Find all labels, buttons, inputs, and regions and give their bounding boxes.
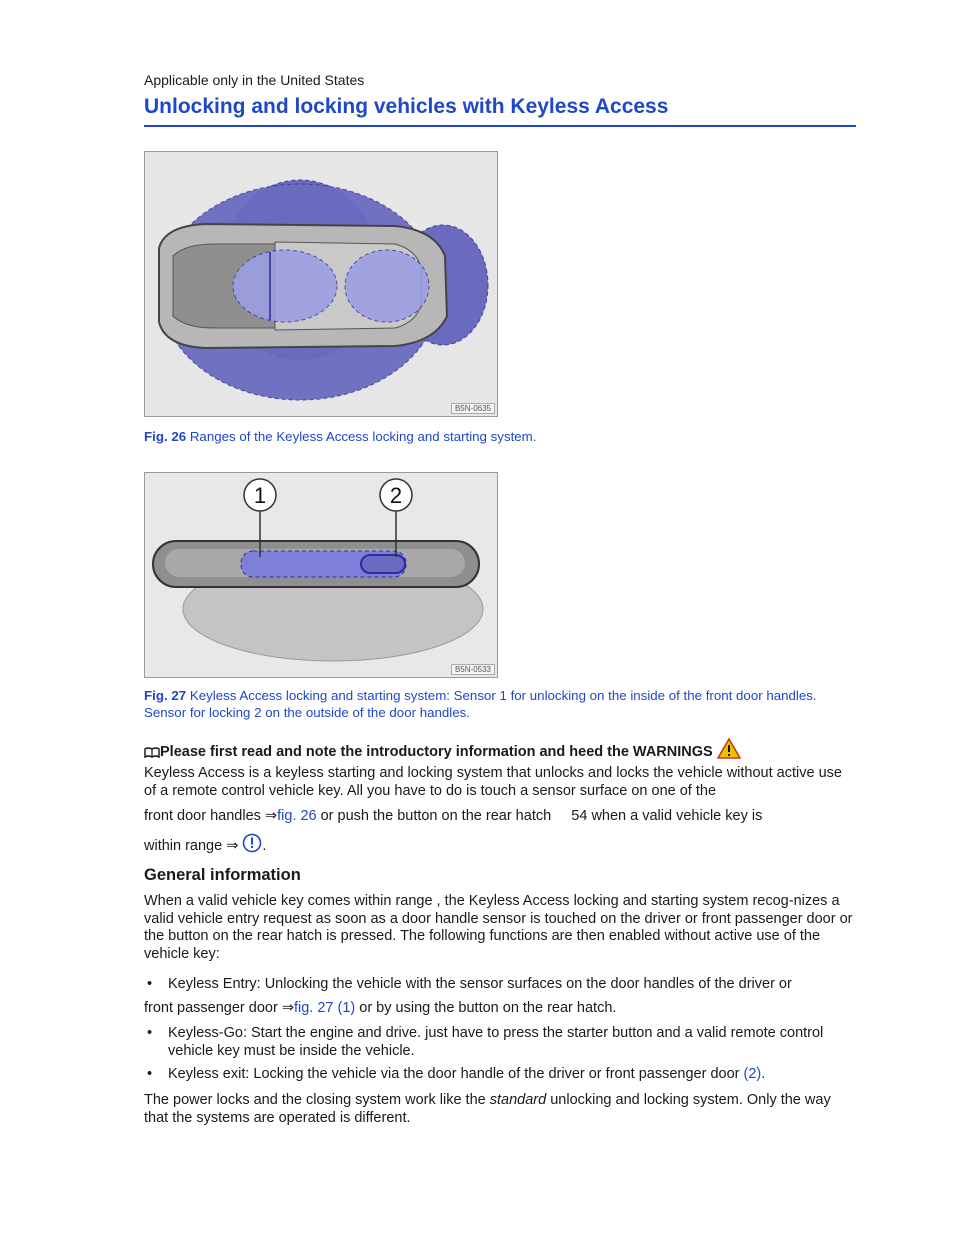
bullet-text: Keyless Entry: Unlocking the vehicle with the sensor surfaces on the door handles of the driver or <box>168 976 792 992</box>
bullet-symbol: • <box>147 1066 153 1082</box>
text-segment: or push the button on the rear hatch 54 when a valid vehicle key is <box>320 808 763 824</box>
bullet-symbol: • <box>147 976 153 992</box>
figure-27-caption <box>144 687 834 721</box>
text-segment: unlocking and locking system. Only the way that the systems are operated is different. <box>144 1092 831 1126</box>
figure-26-label: Fig. 26 <box>144 429 187 444</box>
paragraph-keyless-overview: Keyless Access is a keyless starting and locking system that unlocks and locks the vehicle without active use of a remote control vehicle key. All you have to do is touch a sensor surface on one of the <box>144 765 842 799</box>
warning-triangle-icon[interactable] <box>717 738 741 763</box>
link-fig-27-1[interactable]: fig. 27 (1) <box>293 1000 356 1016</box>
figure-26-text: Ranges of the Keyless Access locking and starting system. <box>189 429 537 444</box>
text-segment: or by using the button on the rear hatch. <box>359 1000 617 1016</box>
text-segment: . <box>262 838 267 854</box>
list-item-continuation <box>144 1000 856 1018</box>
callout-2: 2 <box>389 483 403 508</box>
bullet-text <box>168 1066 856 1084</box>
emphasis-text: standard <box>489 1092 547 1108</box>
callout-1: 1 <box>253 483 267 508</box>
image-code: B5N-0635 <box>451 403 495 414</box>
paragraph-power-locks <box>144 1092 856 1127</box>
text-segment: Keyless exit: Locking the vehicle via the door handle of the driver or front passenger door <box>168 1066 740 1082</box>
text-segment: front door handles ⇒ <box>144 808 278 824</box>
paragraph-keyless-line2 <box>144 808 856 826</box>
figure-27-label: Fig. 27 <box>144 688 187 703</box>
section-heading: General information <box>144 866 301 884</box>
text-segment: front passenger door ⇒ <box>144 1000 294 1016</box>
paragraph-general-info: When a valid vehicle key comes within range , the Keyless Access locking and starting system recog-nizes a valid vehicle entry request as soon as a door handle sensor is touched on the driver or front passenger door or the button on the rear hatch is pressed. The following functions are then enabled without active use of the vehicle key: <box>144 893 853 962</box>
figure-keyless-ranges <box>144 151 498 417</box>
door-handle-illustration <box>145 473 497 677</box>
figure-27-text: Keyless Access locking and starting system: Sensor 1 for unlocking on the inside of the front door handles. Sensor for locking 2 on the outside of the door handles. <box>144 688 817 720</box>
car-range-illustration <box>145 152 497 416</box>
bullet-symbol: • <box>147 1025 153 1041</box>
caution-circle-icon[interactable] <box>242 833 262 859</box>
text-segment: within range ⇒ <box>144 838 239 854</box>
text-segment: . <box>761 1066 766 1082</box>
link-callout-2[interactable]: (2) <box>743 1066 762 1082</box>
link-fig-26[interactable]: fig. 26 <box>277 808 317 824</box>
bullet-text: Keyless-Go: Start the engine and drive. just have to press the starter button and a valid remote control vehicle key must be inside the vehicle. <box>168 1025 824 1059</box>
page-title: Unlocking and locking vehicles with Keyless Access <box>144 95 856 127</box>
figure-26-caption <box>144 428 834 445</box>
figure-door-handle-sensors <box>144 472 498 678</box>
image-code: B5N-0533 <box>451 664 495 675</box>
intro-text: Please first read and note the introductory information and heed the WARNINGS <box>160 744 713 760</box>
intro-line <box>144 738 741 763</box>
applicable-note: Applicable only in the United States <box>144 72 365 88</box>
text-segment: The power locks and the closing system work like the <box>144 1092 486 1108</box>
paragraph-keyless-line3 <box>144 833 856 859</box>
book-icon <box>144 746 160 763</box>
